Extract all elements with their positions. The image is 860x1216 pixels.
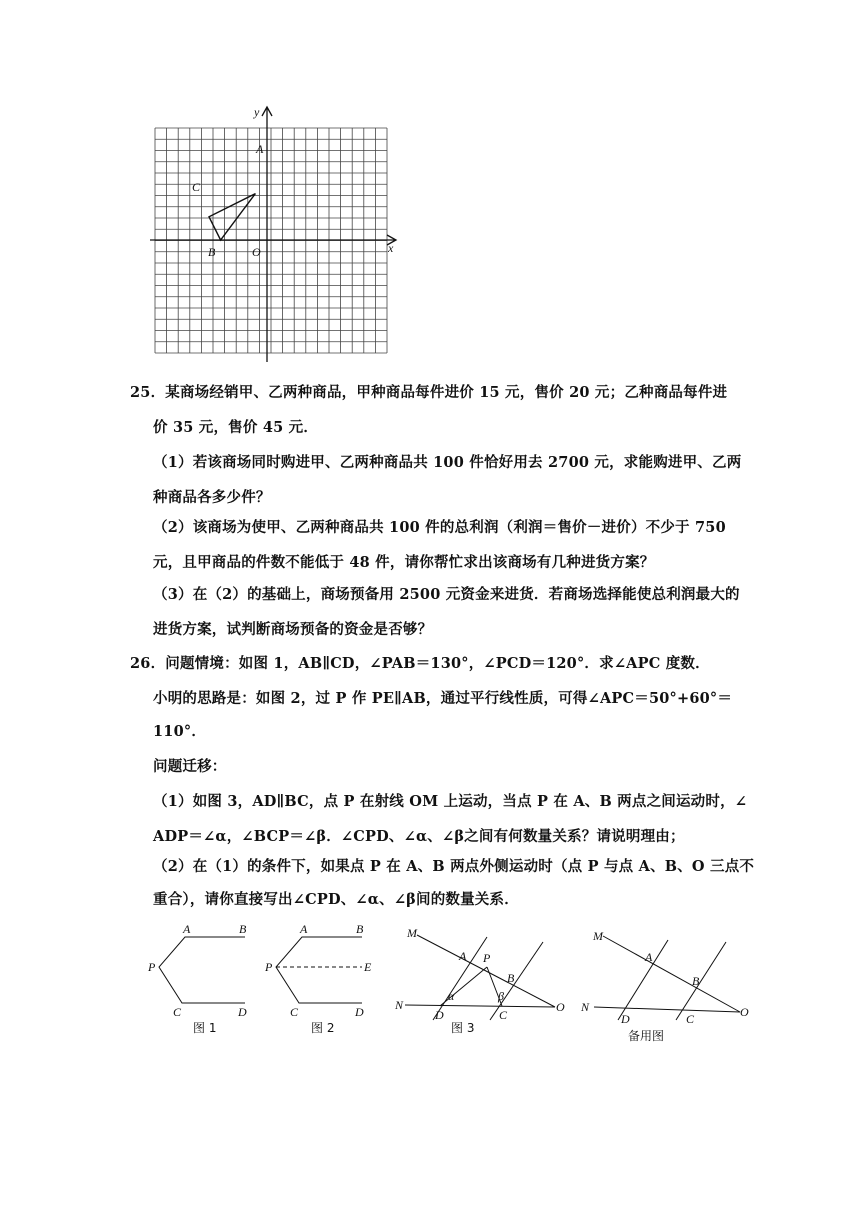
point-b-label: B bbox=[208, 245, 216, 259]
fig2-label-p: P bbox=[265, 960, 273, 974]
q25-line-2: 价 35 元，售价 45 元． bbox=[153, 419, 319, 436]
fig4-caption: 备用图 bbox=[628, 1029, 665, 1043]
fig4-label-d: D bbox=[621, 1012, 630, 1026]
fig3-label-beta: β bbox=[498, 989, 504, 1003]
fig3-label-m: M bbox=[407, 926, 417, 940]
point-c-label: C bbox=[192, 180, 201, 194]
q26-line-8: 重合），请你直接写出∠CPD、∠α、∠β间的数量关系． bbox=[153, 891, 519, 908]
axes bbox=[150, 107, 396, 362]
fig2-label-c: C bbox=[290, 1005, 299, 1019]
figure-3 bbox=[395, 920, 575, 1030]
q25-line-5: （2）该商场为使甲、乙两种商品共 100 件的总利润（利润＝售价－进价）不少于 750 bbox=[153, 519, 726, 536]
fig2-label-a: A bbox=[300, 922, 308, 936]
point-a-label: A bbox=[256, 142, 264, 156]
fig4-label-n: N bbox=[581, 1000, 590, 1014]
fig3-label-p: P bbox=[483, 951, 491, 965]
figure-backup bbox=[578, 920, 758, 1030]
fig4-label-o: O bbox=[740, 1005, 749, 1019]
coordinate-grid-figure bbox=[140, 100, 410, 370]
fig3-caption: 图 3 bbox=[451, 1021, 475, 1035]
fig2-caption: 图 2 bbox=[311, 1021, 335, 1035]
q26-line-7: （2）在（1）的条件下，如果点 P 在 A、B 两点外侧运动时（点 P 与点 A、B、O 三点不 bbox=[153, 858, 755, 875]
fig1-label-b: B bbox=[239, 922, 247, 936]
fig2-label-d: D bbox=[355, 1005, 364, 1019]
x-axis-label: x bbox=[388, 241, 394, 255]
fig1-label-c: C bbox=[173, 1005, 182, 1019]
q25-line-7: （3）在（2）的基础上，商场预备用 2500 元资金来进货．若商场选择能使总利润最大的 bbox=[153, 586, 740, 603]
q26-line-5: （1）如图 3，AD∥BC，点 P 在射线 OM 上运动，当点 P 在 A、B 两点之间运动时，∠ bbox=[153, 793, 748, 810]
fig4-label-m: M bbox=[593, 929, 603, 943]
fig4-label-a: A bbox=[645, 950, 653, 964]
q25-line-6: 元，且甲商品的件数不能低于 48 件，请你帮忙求出该商场有几种进货方案？ bbox=[153, 554, 655, 571]
q26-line-3: 110°． bbox=[153, 723, 207, 740]
q26-line-6: ADP＝∠α，∠BCP＝∠β．∠CPD、∠α、∠β之间有何数量关系？请说明理由； bbox=[153, 828, 685, 845]
q25-line-8: 进货方案，试判断商场预备的资金是否够？ bbox=[153, 621, 433, 638]
y-axis-label: y bbox=[254, 105, 260, 119]
q26-line-1: 26．问题情境：如图 1，AB∥CD，∠PAB＝130°，∠PCD＝120°．求∠APC 度数． bbox=[130, 655, 710, 672]
q26-line-4: 问题迁移： bbox=[153, 758, 227, 775]
fig4-label-b: B bbox=[692, 974, 700, 988]
q25-line-3: （1）若该商场同时购进甲、乙两种商品共 100 件恰好用去 2700 元，求能购进甲、乙两 bbox=[153, 454, 742, 471]
fig3-label-o: O bbox=[556, 1000, 565, 1014]
fig4-label-c: C bbox=[686, 1012, 695, 1026]
q25-line-1: 25．某商场经销甲、乙两种商品，甲种商品每件进价 15 元，售价 20 元；乙种商品每件进 bbox=[130, 384, 728, 401]
triangle-abc bbox=[209, 194, 255, 240]
origin-label: O bbox=[252, 245, 261, 259]
fig3-label-d: D bbox=[435, 1008, 444, 1022]
q25-line-4: 种商品各多少件？ bbox=[153, 489, 271, 506]
fig2-label-e: E bbox=[364, 960, 372, 974]
fig3-label-a: A bbox=[459, 949, 467, 963]
fig3-label-alpha: α bbox=[448, 989, 455, 1003]
fig1-label-a: A bbox=[183, 922, 191, 936]
fig2-label-b: B bbox=[356, 922, 364, 936]
q26-line-2: 小明的思路是：如图 2，过 P 作 PE∥AB，通过平行线性质，可得∠APC＝50°+60°＝ bbox=[153, 690, 733, 707]
fig1-label-d: D bbox=[238, 1005, 247, 1019]
fig3-label-c: C bbox=[499, 1008, 508, 1022]
fig1-label-p: P bbox=[148, 960, 156, 974]
fig3-label-n: N bbox=[395, 998, 404, 1012]
fig3-label-b: B bbox=[507, 971, 515, 985]
fig1-caption: 图 1 bbox=[193, 1021, 217, 1035]
